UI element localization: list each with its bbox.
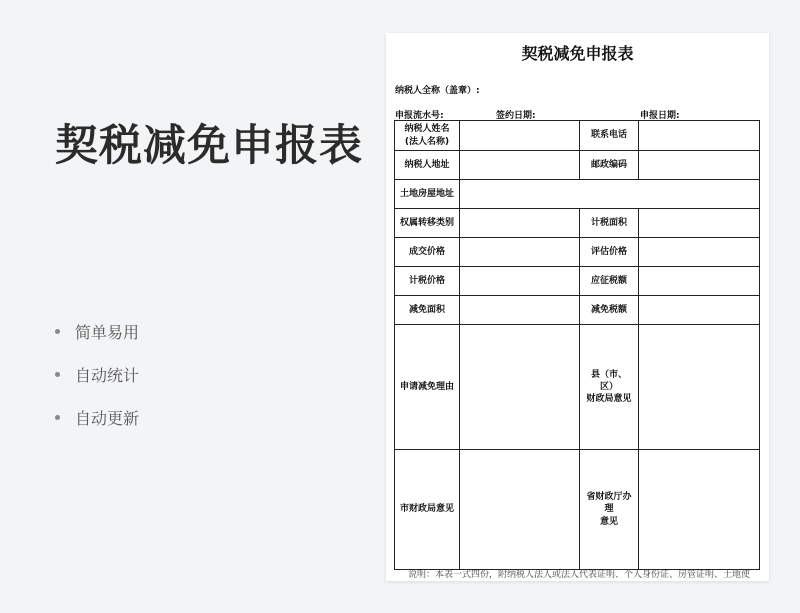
bullet-icon bbox=[55, 415, 60, 420]
transfer-type-cell: 权属转移类别 bbox=[395, 209, 460, 238]
taxpayer-name-label: 纳税人全称（盖章）: bbox=[395, 86, 480, 96]
land-house-address-cell: 土地房屋地址 bbox=[395, 180, 460, 209]
value-cell[interactable] bbox=[460, 151, 580, 180]
postal-code-cell: 邮政编码 bbox=[580, 151, 639, 180]
value-cell[interactable] bbox=[639, 209, 760, 238]
value-cell[interactable] bbox=[460, 450, 580, 570]
form-table bbox=[394, 120, 760, 570]
feature-label: 自动更新 bbox=[75, 409, 140, 428]
bullet-icon bbox=[55, 372, 60, 377]
tax-payable-cell: 应征税额 bbox=[580, 267, 639, 296]
form-preview[interactable] bbox=[386, 33, 769, 581]
contact-phone-cell: 联系电话 bbox=[580, 121, 639, 151]
feature-list bbox=[55, 310, 139, 439]
value-cell[interactable] bbox=[460, 180, 760, 209]
assessed-price-cell: 评估价格 bbox=[580, 238, 639, 267]
value-cell[interactable] bbox=[639, 121, 760, 151]
feature-item bbox=[55, 396, 139, 439]
table-row bbox=[395, 296, 760, 325]
value-cell[interactable] bbox=[639, 267, 760, 296]
hero-title: 契税减免申报表 bbox=[55, 121, 363, 171]
county-opinion-cell: 县（市、 区） 财政局意见 bbox=[580, 325, 639, 450]
taxpayer-name-cell: 纳税人姓名 (法人名称) bbox=[395, 121, 460, 151]
taxable-area-cell: 计税面积 bbox=[580, 209, 639, 238]
value-cell[interactable] bbox=[460, 267, 580, 296]
report-date-label: 申报日期: bbox=[640, 111, 680, 121]
value-cell[interactable] bbox=[639, 325, 760, 450]
city-opinion-cell: 市财政局意见 bbox=[395, 450, 460, 570]
form-footnote: 说明：本表一式四份，附纳税人法人或法人代表证明、个人身份证、房管证明、土地使 bbox=[408, 570, 751, 580]
reduced-area-cell: 减免面积 bbox=[395, 296, 460, 325]
value-cell[interactable] bbox=[639, 296, 760, 325]
value-cell[interactable] bbox=[639, 238, 760, 267]
value-cell[interactable] bbox=[460, 121, 580, 151]
table-row bbox=[395, 238, 760, 267]
value-cell[interactable] bbox=[639, 151, 760, 180]
feature-label: 自动统计 bbox=[75, 366, 140, 385]
province-opinion-cell: 省财政厅办 理 意见 bbox=[580, 450, 639, 570]
taxpayer-address-cell: 纳税人地址 bbox=[395, 151, 460, 180]
bullet-icon bbox=[55, 329, 60, 334]
transaction-price-cell: 成交价格 bbox=[395, 238, 460, 267]
table-row bbox=[395, 450, 760, 570]
table-row bbox=[395, 151, 760, 180]
table-row bbox=[395, 180, 760, 209]
reduction-reason-cell: 申请减免理由 bbox=[395, 325, 460, 450]
value-cell[interactable] bbox=[460, 238, 580, 267]
value-cell[interactable] bbox=[460, 325, 580, 450]
reduced-tax-cell: 减免税额 bbox=[580, 296, 639, 325]
feature-label: 简单易用 bbox=[75, 323, 140, 342]
value-cell[interactable] bbox=[460, 209, 580, 238]
serial-number-label: 申报流水号: bbox=[395, 111, 444, 121]
table-row bbox=[395, 325, 760, 450]
value-cell[interactable] bbox=[460, 296, 580, 325]
feature-item bbox=[55, 310, 139, 353]
table-row bbox=[395, 121, 760, 151]
table-row bbox=[395, 209, 760, 238]
sign-date-label: 签约日期: bbox=[496, 111, 536, 121]
table-row bbox=[395, 267, 760, 296]
form-title: 契税减免申报表 bbox=[521, 44, 634, 63]
feature-item bbox=[55, 353, 139, 396]
value-cell[interactable] bbox=[639, 450, 760, 570]
taxable-price-cell: 计税价格 bbox=[395, 267, 460, 296]
